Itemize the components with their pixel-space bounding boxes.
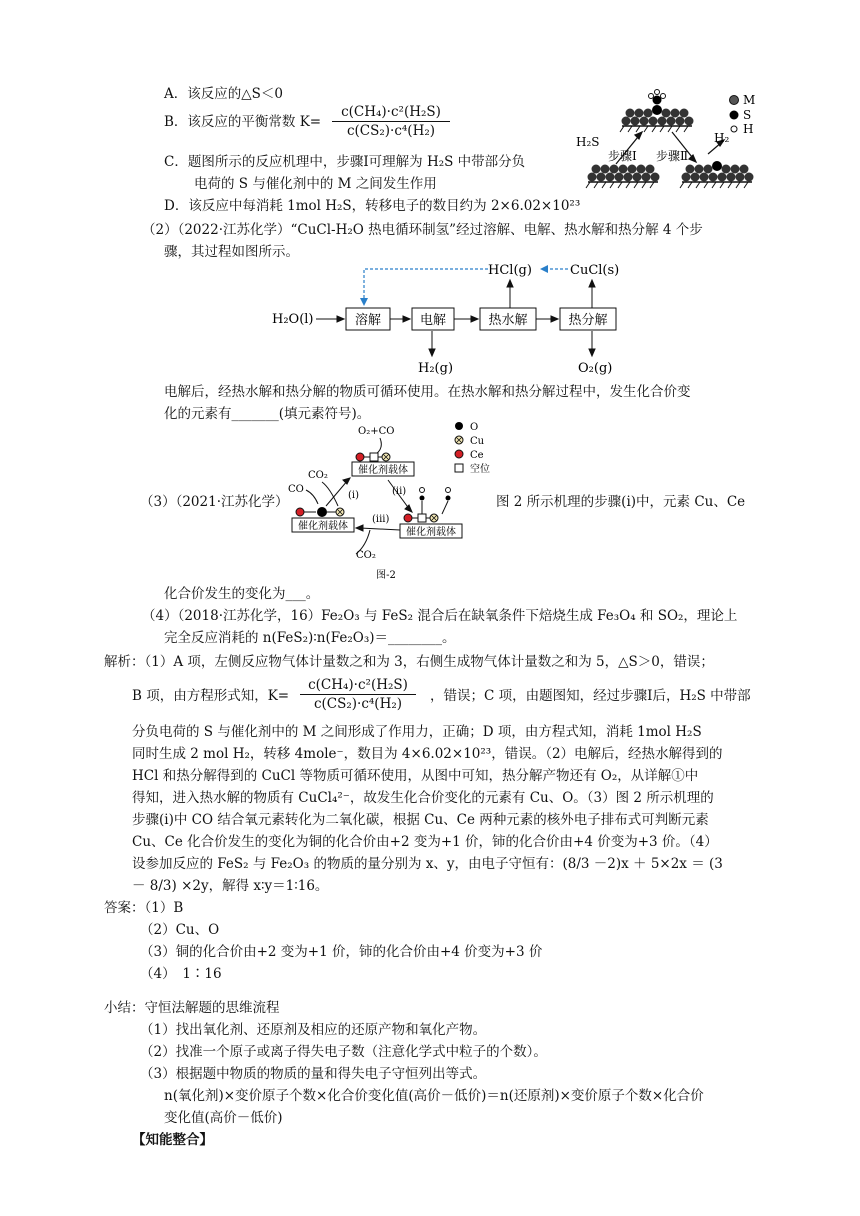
q4-line2: 完全反应消耗的 n(FeS₂)∶n(Fe₂O₃)＝________。 xyxy=(164,630,456,646)
legend-ce-icon xyxy=(455,450,463,458)
q2-after2: 化的元素有_______(填元素符号)。 xyxy=(164,406,371,422)
recycle-dashed-path xyxy=(364,269,568,300)
option-c-line2: 电荷的 S 与催化剂中的 M 之间发生作用 xyxy=(194,176,437,192)
answer-3: （3）铜的化合价由+2 变为+1 价，铈的化合价由+4 价变为+3 价 xyxy=(140,944,543,960)
step-i-label: (i) xyxy=(348,490,360,501)
legend-o-icon xyxy=(455,422,463,430)
step2-label: 步骤Ⅱ xyxy=(656,149,689,163)
summary-formula-line2: 变化值(高价－低价) xyxy=(164,1110,283,1126)
analysis-line1: 解析：（1）A 项，左侧反应物气体计量数之和为 3，右侧生成物气体计量数之和为 5，△S＞0，错误； xyxy=(104,654,714,670)
q3-tail: 图 2 所示机理的步骤(i)中，元素 Cu、Ce xyxy=(496,494,746,510)
summary-step2: （2）找准一个原子或离子得失电子数（注意化学式中粒子的个数）。 xyxy=(140,1044,547,1060)
answer-title: 答案：（1）B xyxy=(104,900,184,916)
mechanism-figure xyxy=(568,88,768,192)
answer-2: （2）Cu、O xyxy=(140,922,220,938)
top-catalyst-surface xyxy=(620,90,694,133)
legend-h-icon xyxy=(731,126,737,132)
o2co-label: O₂+CO xyxy=(358,426,395,437)
legend-vacancy: 空位 xyxy=(470,464,490,475)
co2-top-label: CO₂ xyxy=(308,470,328,481)
catalyst-cycle-figure xyxy=(284,418,494,582)
q2-after1: 电解后，经热水解和热分解的物质可循环使用。在热水解和热分解过程中，发生化合价变 xyxy=(164,384,691,400)
hcl-label: HCl(g) xyxy=(488,263,532,278)
legend-m: M xyxy=(743,93,756,107)
h2-label: H₂ xyxy=(714,131,730,145)
answer-4: （4） 1∶16 xyxy=(140,966,222,982)
option-b-fraction xyxy=(332,103,450,140)
legend-s-icon xyxy=(730,111,739,120)
carrier-left-label: 催化剂载体 xyxy=(298,521,348,532)
analysis-line4: 同时生成 2 mol H₂，转移 4mole⁻，数目为 4×6.02×10²³，错误。（2）电解后，经热水解得到的 xyxy=(132,746,723,762)
co2-bottom-label: CO₂ xyxy=(356,550,376,561)
process-flow-figure xyxy=(268,258,632,380)
analysis-line6: 得知，进入热水解的物质有 CuCl₄²⁻，故发生化合价变化的元素有 Cu、O。（3）图 2 所示机理的 xyxy=(132,790,714,806)
q2-line2: 骤，其过程如图所示。 xyxy=(164,244,299,260)
legend-h: H xyxy=(743,122,754,136)
box-decomposition-label: 热分解 xyxy=(568,313,608,328)
q4-line1: （4）（2018·江苏化学，16）Fe₂O₃ 与 FeS₂ 混合后在缺氧条件下焙烧生成 Fe₃O₄ 和 SO₂，理论上 xyxy=(142,608,738,624)
option-b-numerator: c(CH₄)·c²(H₂S) xyxy=(332,103,450,122)
analysis-line10: － 8/3) ×2y，解得 x∶y＝1∶16。 xyxy=(132,878,329,894)
analysis-numerator: c(CH₄)·c²(H₂S) xyxy=(300,676,416,695)
option-c-line1: C．题图所示的反应机理中，步骤Ⅰ可理解为 H₂S 中带部分负 xyxy=(164,154,526,170)
analysis-line2-prefix: B 项，由方程形式知，K= xyxy=(132,688,290,704)
figure-caption: 图-2 xyxy=(376,570,396,581)
o2-product-label: O₂(g) xyxy=(578,361,613,376)
box-hydrolysis-label: 热水解 xyxy=(488,313,528,328)
analysis-line3: 分负电荷的 S 与催化剂中的 M 之间形成了作用力，正确；D 项，由方程式知，消耗 1mol H₂S xyxy=(132,724,702,740)
summary-formula-line1: n(氧化剂)×变价原子个数×化合价变化值(高价－低价)＝n(还原剂)×变价原子个数×化合价 xyxy=(164,1088,704,1104)
analysis-line5: HCl 和热分解得到的 CuCl 等物质可循环使用，从图中可知，热分解产物还有 O₂，从详解①中 xyxy=(132,768,699,784)
analysis-line7: 步骤(i)中 CO 结合氧元素转化为二氧化碳，根据 Cu、Ce 两种元素的核外电子排布式可判断元素 xyxy=(132,812,709,828)
box-dissolve-label: 溶解 xyxy=(354,313,382,328)
left-catalyst-surface xyxy=(586,165,660,189)
q3-lead: （3）（2021·江苏化学） xyxy=(140,494,289,510)
summary-step1: （1）找出氧化剂、还原剂及相应的还原产物和氧化产物。 xyxy=(140,1022,487,1038)
right-catalyst-surface xyxy=(680,161,754,188)
step-ii-label: (ii) xyxy=(392,486,407,497)
option-b-prefix: B．该反应的平衡常数 K= xyxy=(164,114,322,130)
legend-vacancy-icon xyxy=(455,464,463,472)
carrier-top-label: 催化剂载体 xyxy=(358,465,408,476)
option-d: D．该反应中每消耗 1mol H₂S，转移电子的数目约为 2×6.02×10²³ xyxy=(164,198,581,214)
carrier-right-label: 催化剂载体 xyxy=(406,527,456,538)
step-iii-label: (iii) xyxy=(372,514,390,525)
analysis-line9: 设参加反应的 FeS₂ 与 Fe₂O₃ 的物质的量分别为 x、y，由电子守恒有：(8/3 －2)x ＋ 5×2x ＝ (3 xyxy=(132,856,723,872)
h2o-label: H₂O(l) xyxy=(272,312,314,327)
option-b-denominator: c(CS₂)·c⁴(H₂) xyxy=(346,123,436,139)
cucl-label: CuCl(s) xyxy=(570,263,620,278)
legend-m-icon xyxy=(730,96,739,105)
step1-label: 步骤Ⅰ xyxy=(608,149,637,163)
summary-step3: （3）根据题中物质的物质的量和得失电子守恒列出等式。 xyxy=(140,1066,487,1082)
h2-product-label: H₂(g) xyxy=(418,361,454,376)
legend-s: S xyxy=(743,108,752,122)
analysis-line2-suffix: ，错误；C 项，由题图知，经过步骤Ⅰ后，H₂S 中带部 xyxy=(430,688,751,704)
legend-o: O xyxy=(470,422,479,433)
summary-title: 小结：守恒法解题的思维流程 xyxy=(104,1000,280,1016)
analysis-fraction xyxy=(300,676,416,713)
h2s-label: H₂S xyxy=(576,135,600,149)
legend-cu: Cu xyxy=(470,436,485,447)
analysis-line8: Cu、Ce 化合价发生的变化为铜的化合价由+2 变为+1 价，铈的化合价由+4 价变为+3 价。（4） xyxy=(132,834,718,850)
analysis-denominator: c(CS₂)·c⁴(H₂) xyxy=(313,696,403,712)
q2-line1: （2）（2022·江苏化学）“CuCl-H₂O 热电循环制氢”经过溶解、电解、热水解和热分解 4 个步 xyxy=(142,222,703,238)
option-a: A．该反应的△S＜0 xyxy=(164,86,283,102)
box-electrolysis-label: 电解 xyxy=(419,313,447,328)
legend-ce: Ce xyxy=(470,450,484,461)
q3-line2: 化合价发生的变化为___。 xyxy=(164,586,320,602)
co-label: CO xyxy=(288,484,304,495)
section-heading: 【知能整合】 xyxy=(132,1132,213,1148)
